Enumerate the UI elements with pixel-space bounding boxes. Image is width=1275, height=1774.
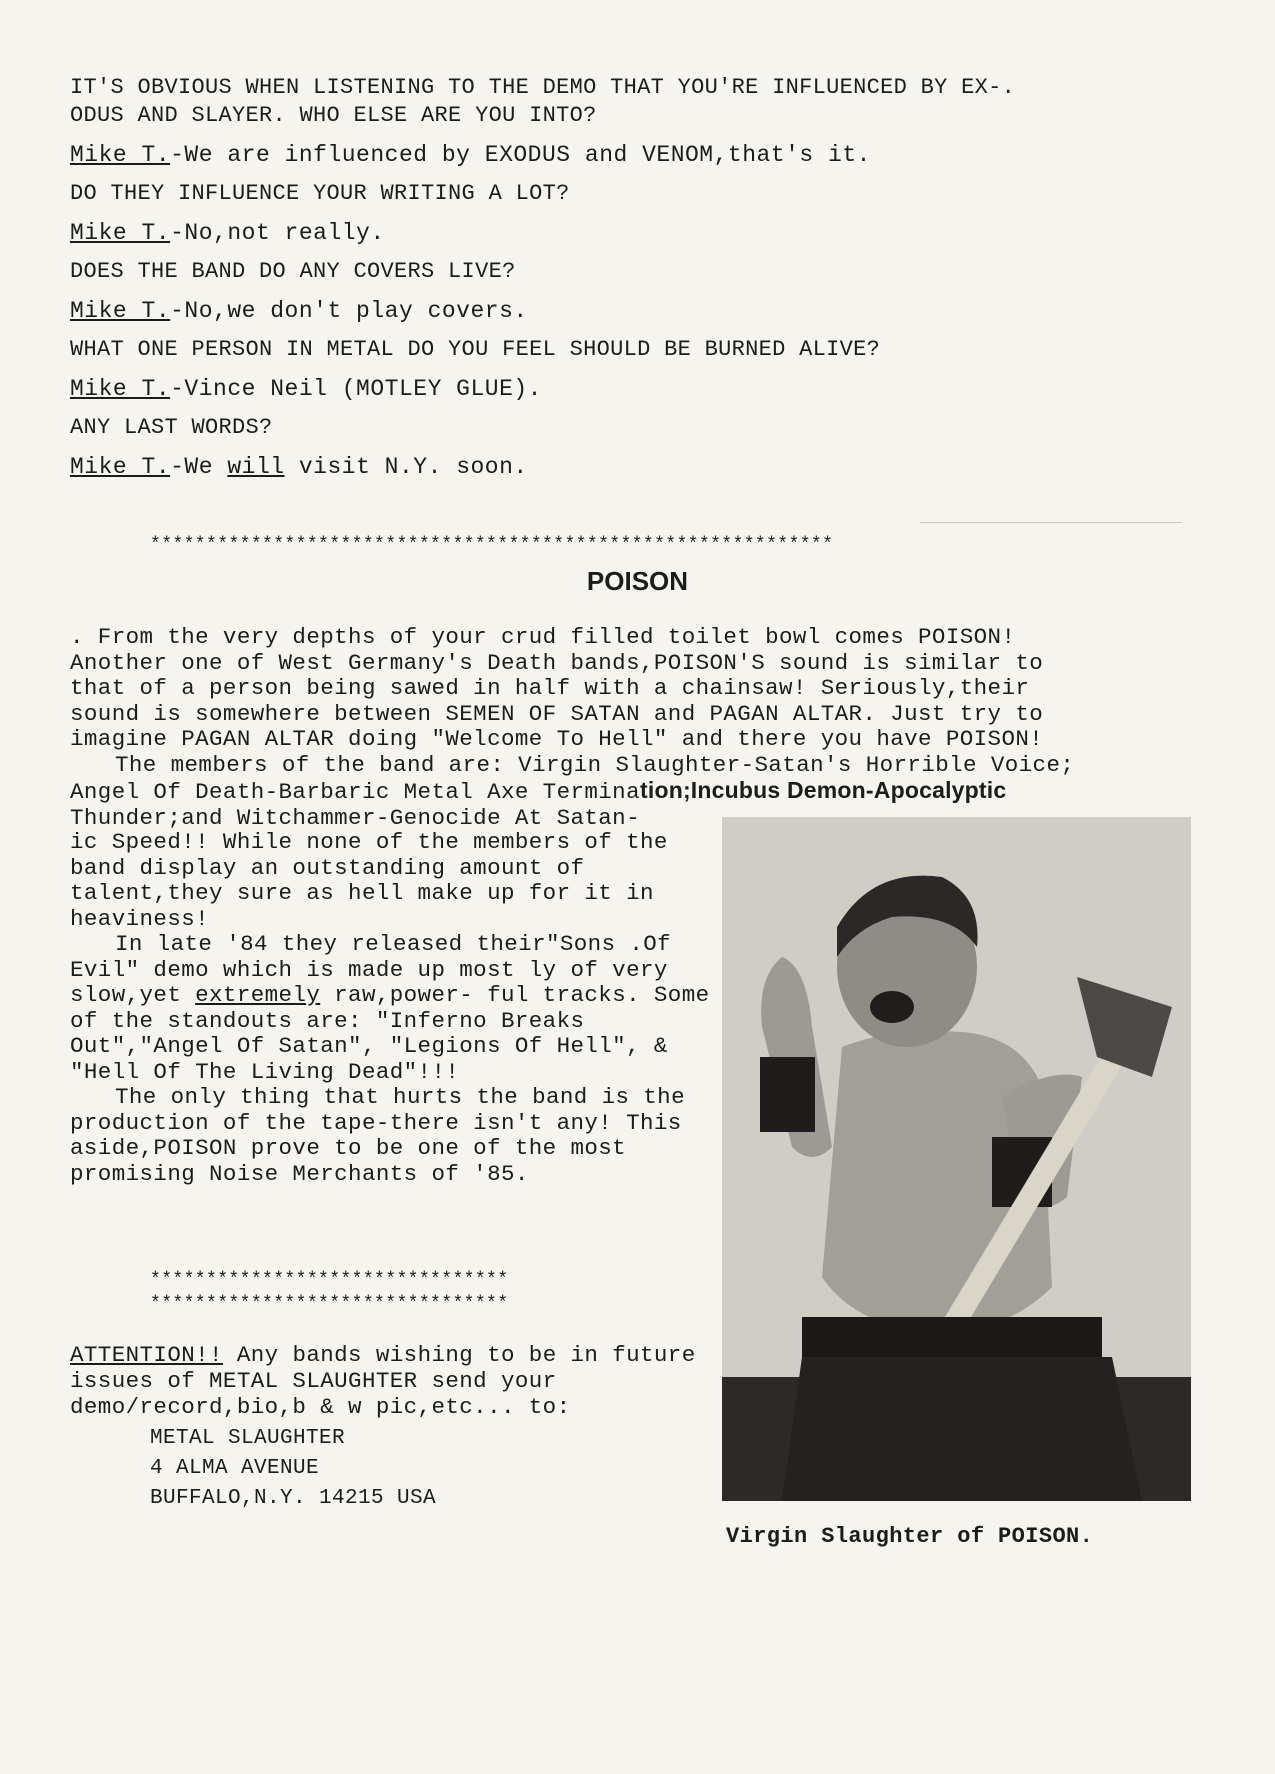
attention-body: Any bands wishing to be in future issues of METAL SLAUGHTER send your demo/record,bio,b & w pic,etc... to: xyxy=(70,1342,696,1420)
speaker-name: Mike T. xyxy=(70,220,171,246)
band-photo xyxy=(722,817,1191,1501)
divider-line xyxy=(920,522,1182,523)
asterisk-divider: ******************************** xyxy=(150,1270,509,1290)
photo-caption: Virgin Slaughter of POISON. xyxy=(726,1524,1094,1549)
article-line: that of a person being sawed in half with a chainsaw! Seriously,their xyxy=(70,675,1030,701)
interview-section xyxy=(70,74,1190,492)
article-line: The members of the band are: Virgin Slaughter-Satan's Horrible Voice; xyxy=(115,751,1075,778)
asterisk-divider: ******************************** xyxy=(150,1294,509,1314)
speaker-name: Mike T. xyxy=(70,376,171,402)
question: ANY LAST WORDS? xyxy=(70,415,273,440)
address-line: 4 ALMA AVENUE xyxy=(150,1457,320,1480)
article-text: raw,power- ful tracks. Some of the standouts are: "Inferno Breaks Out","Angel Of Satan", "Legions Of Hell", & "Hell Of The Living Dead"!!! xyxy=(70,982,710,1085)
emphasis-text: extremely xyxy=(195,982,321,1008)
article-line: imagine PAGAN ALTAR doing "Welcome To Hell" and there you have POISON! xyxy=(70,726,1044,752)
article-text: Angel Of Death-Barbaric Metal Axe Termina xyxy=(70,779,640,805)
asterisk-divider: ************************************************************* xyxy=(150,535,834,555)
article-line: . From the very depths of your crud filled toilet bowl comes POISON! xyxy=(70,624,1016,650)
speaker-name: Mike T. xyxy=(70,454,171,480)
emphasis-text: will xyxy=(227,454,285,480)
speaker-name: Mike T. xyxy=(70,142,171,168)
answer-text: visit N.Y. soon. xyxy=(284,454,528,480)
answer xyxy=(70,375,1190,403)
article-text-bold: tion;Incubus Demon-Apocalyptic xyxy=(640,777,1007,803)
article-title: POISON xyxy=(586,566,689,596)
attention-notice xyxy=(70,1342,710,1514)
answer-text: -No,not really. xyxy=(170,220,385,246)
answer-text: -Vince Neil (MOTLEY GLUE). xyxy=(170,376,542,402)
article-text: In late '84 they released their"Sons .Of Evil" demo which is made up most ly of very slow,yet xyxy=(70,931,672,1008)
speaker-name: Mike T. xyxy=(70,298,171,324)
answer-text: -We xyxy=(170,454,228,480)
question: WHAT ONE PERSON IN METAL DO YOU FEEL SHOULD BE BURNED ALIVE? xyxy=(70,337,881,362)
article-paragraph: The only thing that hurts the band is the production of the tape-there isn't any! This aside,POISON prove to be one of the most promising Noise Merchants of '85. xyxy=(70,1084,685,1187)
address-line: METAL SLAUGHTER xyxy=(150,1427,346,1450)
answer xyxy=(70,453,1190,481)
question: IT'S OBVIOUS WHEN LISTENING TO THE DEMO THAT YOU'RE INFLUENCED BY EX-. xyxy=(70,75,1016,100)
attention-label: ATTENTION!! xyxy=(70,1342,223,1368)
article-paragraph xyxy=(70,932,710,1085)
address-line: BUFFALO,N.Y. 14215 USA xyxy=(150,1487,437,1510)
answer xyxy=(70,141,1190,169)
article-intro xyxy=(70,625,1180,831)
band-photo-image xyxy=(722,817,1191,1501)
article-line: sound is somewhere between SEMEN OF SATAN and PAGAN ALTAR. Just try to xyxy=(70,700,1044,727)
answer xyxy=(70,219,1190,247)
question: ODUS AND SLAYER. WHO ELSE ARE YOU INTO? xyxy=(70,103,597,128)
article-paragraph: ic Speed!! While none of the members of the band display an outstanding amount of talent,they sure as hell make up for it in heaviness! xyxy=(70,829,668,932)
answer xyxy=(70,297,1190,325)
article-line: Thunder;and Witchammer-Genocide At Satan- xyxy=(70,804,640,831)
answer-text: -No,we don't play covers. xyxy=(170,298,528,324)
attention-text xyxy=(70,1342,710,1420)
article-line: Another one of West Germany's Death bands,POISON'S sound is similar to xyxy=(70,649,1044,676)
answer-text: -We are influenced by EXODUS and VENOM,that's it. xyxy=(170,142,871,168)
article-column xyxy=(70,830,710,1187)
article-line xyxy=(70,778,1180,806)
question: DO THEY INFLUENCE YOUR WRITING A LOT? xyxy=(70,181,570,206)
question: DOES THE BAND DO ANY COVERS LIVE? xyxy=(70,259,516,284)
